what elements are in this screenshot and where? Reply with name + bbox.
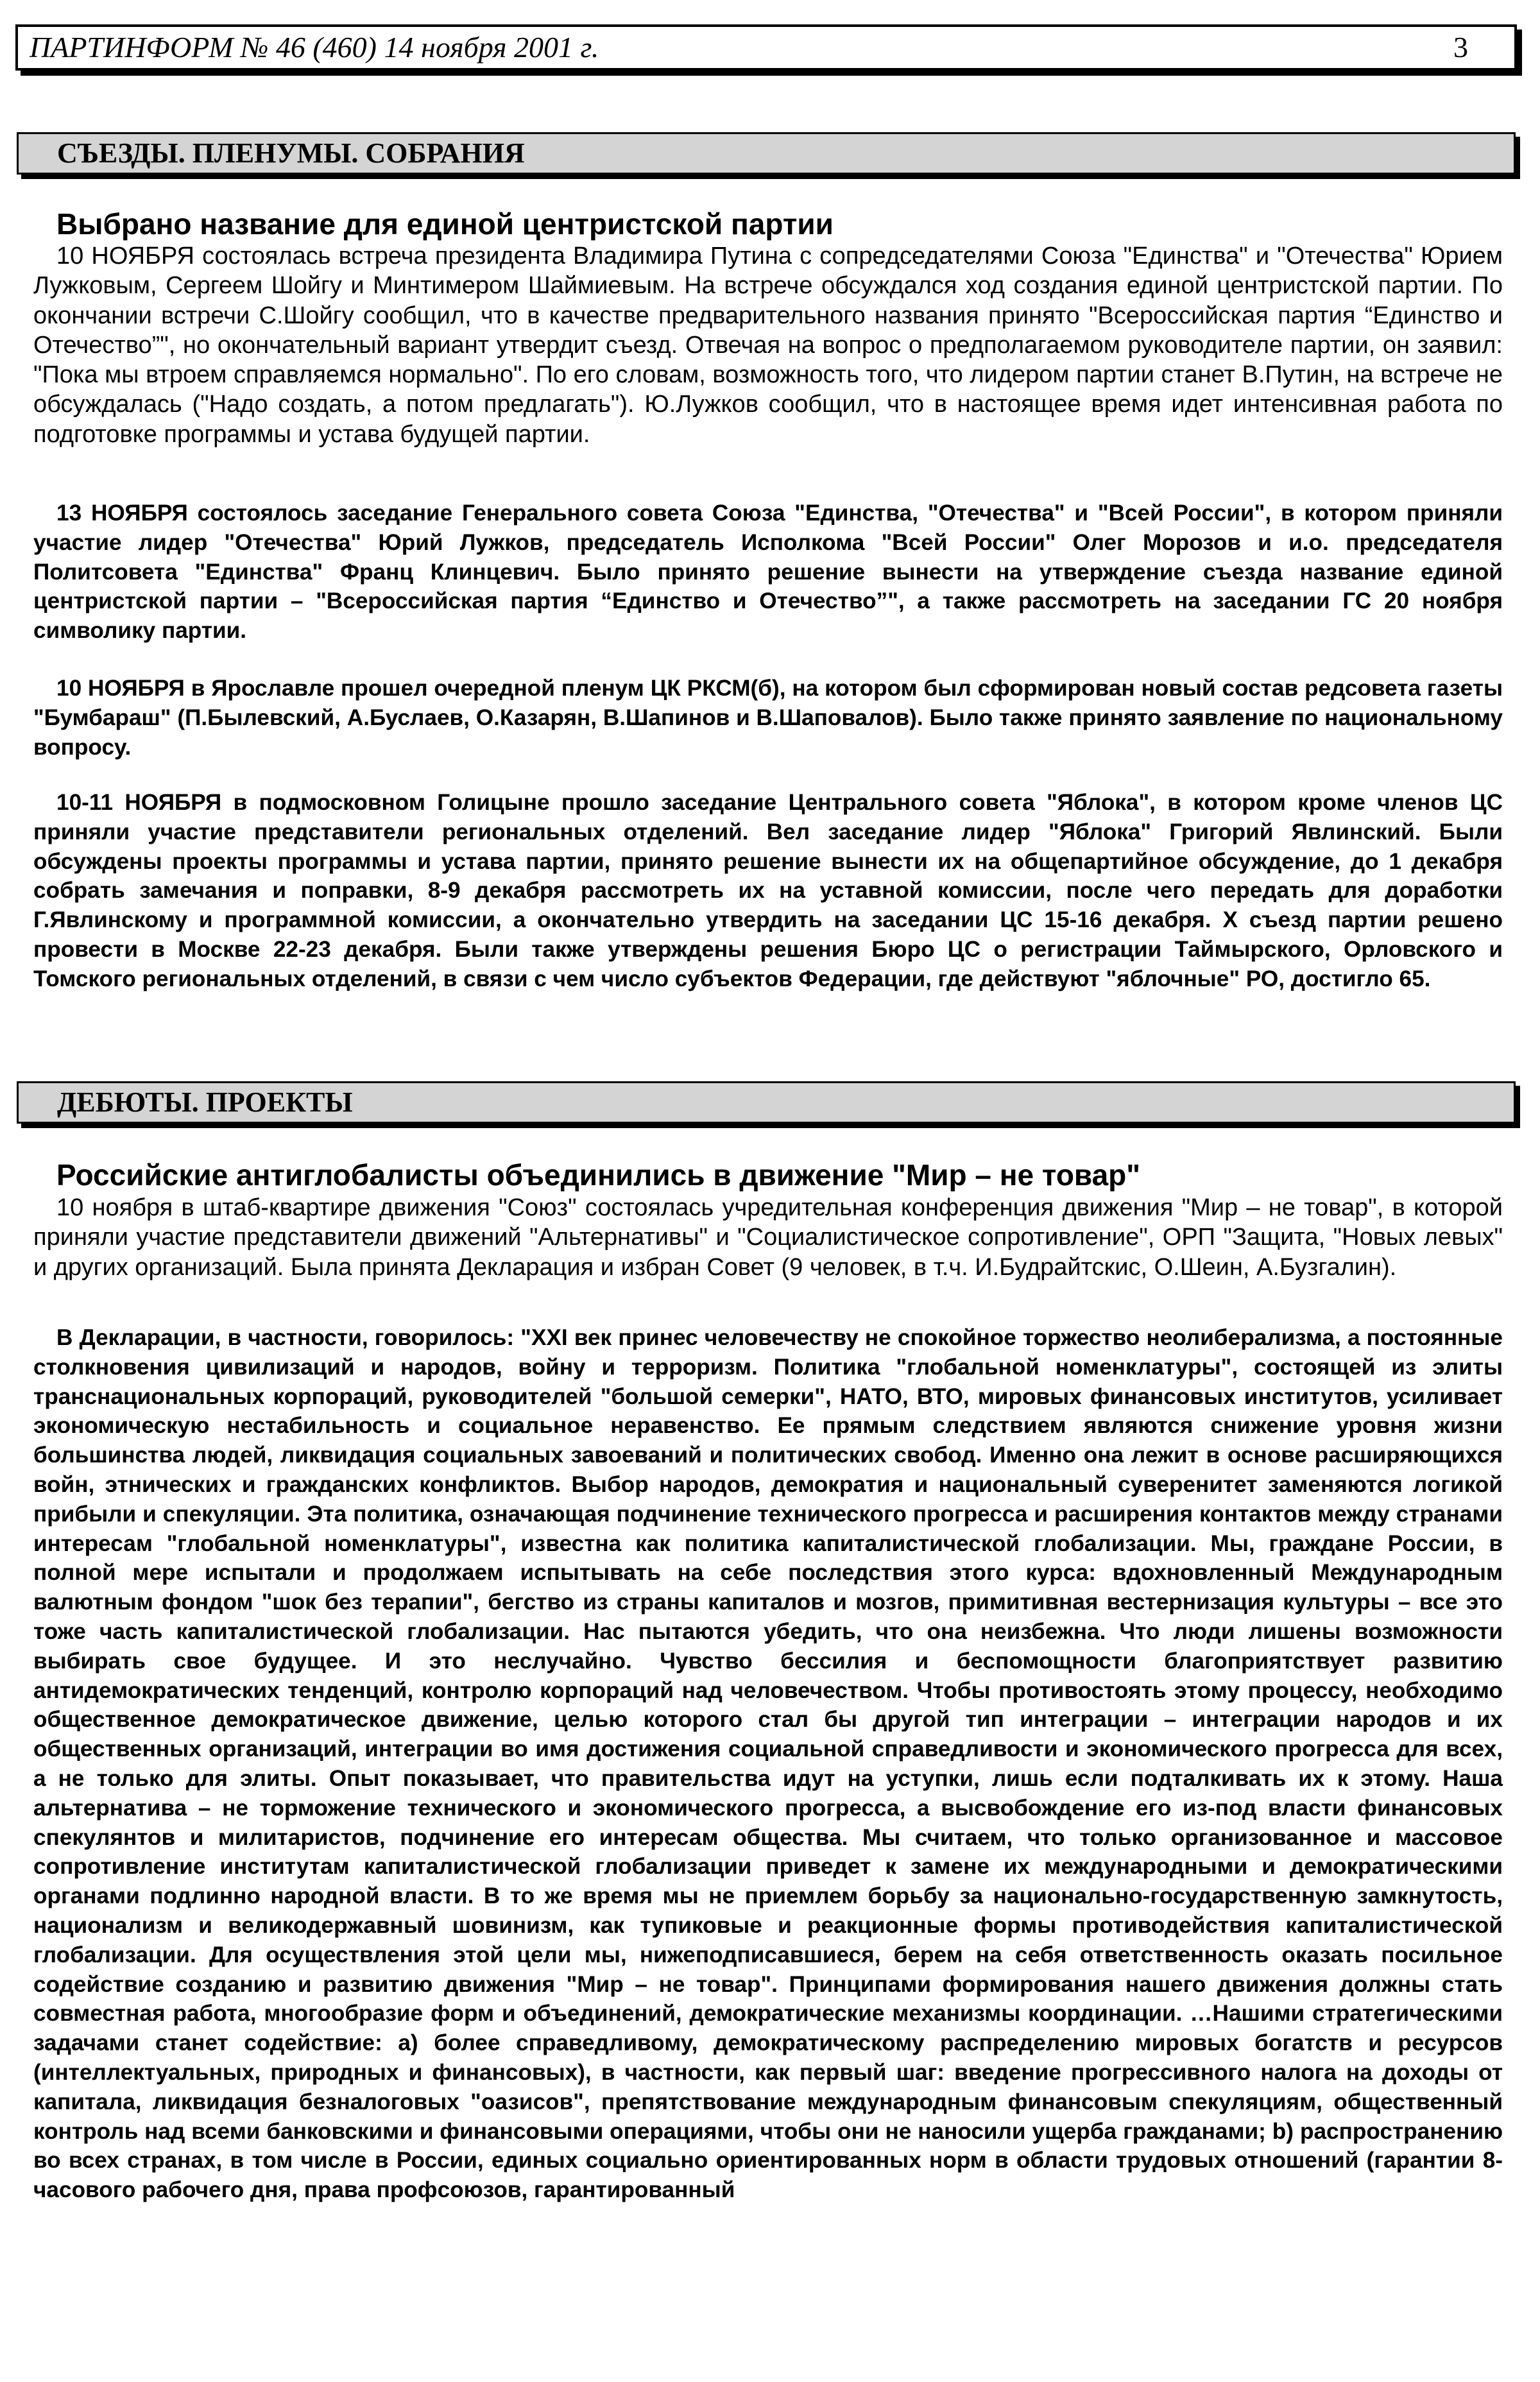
news-item: 10-11 НОЯБРЯ в подмосковном Голицыне прошло заседание Центрального совета "Яблока", в котором кроме членов ЦС приняли участие представители региональных отделений. Вел заседание лидер "Яблока" Григорий Явлинский. Были обсуждены проекты программы и устава партии, принято решение вынести их на общепартийное обсуждение, до 1 декабря собрать замечания и поправки, 8-9 декабря рассмотреть их на уставной комиссии, после чего передать для доработки Г.Явлинскому и программной комиссии, а окончательно утвердить на заседании ЦС 15-16 декабря. X съезд партии решено провести в Москве 22-23 декабря. Были также утверждены решения Бюро ЦС о регистрации Таймырского, Орловского и Томского региональных отделений, в связи с чем число субъектов Федерации, где действуют "яблочные" РО, достигло 65. xyxy=(33,790,1503,991)
declaration-quote: В Декларации, в частности, говорилось: "XXI век принес человечеству не спокойное торжество неолиберализма, а постоянные столкновения цивилизаций и народов, войну и терроризм. Политика "глобальной номенклатуры", состоящей из элиты транснациональных корпораций, руководителей "большой семерки", НАТО, ВТО, мировых финансовых институтов, усиливает экономическую нестабильность и социальное неравенство. Ее прямым следствием являются снижение уровня жизни большинства людей, ликвидация социальных завоеваний и политических свобод. Именно она лежит в основе расширяющихся войн, этнических и гражданских конфликтов. Выбор народов, демократия и национальный суверенитет заменяются логикой прибыли и спекуляции. Эта политика, означающая подчинение технического прогресса и расширения контактов между странами интересам "глобальной номенклатуры", известна как политика капиталистической глобализации. Мы, граждане России, в полной мере испытали и продолжаем испытывать на себе последствия этого курса: вдохновленный Международным валютным фондом "шок без терапии", бегство из страны капиталов и мозгов, примитивная вестернизация культуры – все это тоже часть капиталистической глобализации. Нас пытаются убедить, что она неизбежна. Что люди лишены возможности выбирать свое будущее. И это неслучайно. Чувство бессилия и беспомощности благоприятствует развитию антидемократических тенденций, контролю корпораций над человечеством. Чтобы противостоять этому процессу, необходимо общественное демократическое движение, целью которого стал бы другой тип интеграции – интеграции народов и их общественных организаций, интеграции во имя достижения социальной справедливости и экономического прогресса для всех, а не только для элиты. Опыт показывает, что правительства идут на уступки, лишь если подталкивать их к этому. Наша альтернатива – не торможение технического и экономического прогресса, а высвобождение его из-под власти финансовых спекулянтов и милитаристов, подчинение его интересам общества. Мы считаем, что только организованное и массовое сопротивление институтам капиталистической глобализации приведет к замене их международными и демократическими органами подлинно народной власти. В то же время мы не приемлем борьбу за национально-государственную замкнутость, национализм и великодержавный шовинизм, как тупиковые и реакционные формы противодействия капиталистической глобализации. Для осуществления этой цели мы, нижеподписавшиеся, берем на себя ответственность оказать посильное содействие созданию и развитию движения "Мир – не товар". Принципами формирования нашего движения должны стать совместная работа, многообразие форм и объединений, демократические механизмы координации. …Нашими стратегическими задачами станет содействие: а) более справедливому, демократическому распределению мировых богатств и ресурсов (интеллектуальных, природных и финансовых), в частности, как первый шаг: введение прогрессивного налога на доходы от капитала, ликвидация безналоговых "оазисов", препятствование международным финансовым спекуляциям, общественный контроль над всеми банковскими и финансовыми операциями, чтобы они не наносили ущерба гражданами; b) распространению во всех странах, в том числе в России, единых социально ориентированных норм в области трудовых отношений (гарантии 8-часового рабочего дня, права профсоюзов, гарантированный xyxy=(33,1325,1503,2203)
section-header-debuts xyxy=(17,1081,1516,1124)
news-item: 13 НОЯБРЯ состоялось заседание Генерального совета Союза "Единства, "Отечества" и "Всей России", в котором приняли участие лидер "Отечества" Юрий Лужков, председатель Исполкома "Всей России" Олег Морозов и и.о. председателя Политсовета "Единства" Франц Клинцевич. Было принято решение вынести на утверждение съезда название единой центристской партии – "Всероссийская партия “Единство и Отечество”", а также рассмотреть на заседании ГС 20 ноября символику партии. xyxy=(33,501,1503,644)
publication-title: ПАРТИНФОРМ № 46 (460) 14 ноября 2001 г. xyxy=(30,31,599,64)
article-headline: Российские антиглобалисты объединились в движение "Мир – не товар" xyxy=(56,1158,1141,1192)
section-title: ДЕБЮТЫ. ПРОЕКТЫ xyxy=(57,1086,353,1118)
article-paragraph: 10 НОЯБРЯ состоялась встреча президента Владимира Путина с сопредседателями Союза "Единства" и "Отечества" Юрием Лужковым, Сергеем Шойгу и Минтимером Шаймиевым. На встрече обсуждался ход создания единой центристской партии. По окончании встречи С.Шойгу сообщил, что в качестве предварительного названия принято "Всероссийская партия “Единство и Отечество”", но окончательный вариант утвердит съезд. Отвечая на вопрос о предполагаемом руководителе партии, он заявил: "Пока мы втроем справляемся нормально". По его словам, возможность того, что лидером партии станет В.Путин, на встрече не обсуждалась ("Надо создать, а потом предлагать"). Ю.Лужков сообщил, что в настоящее время идет интенсивная работа по подготовке программы и устава будущей партии. xyxy=(33,243,1503,448)
page-number: 3 xyxy=(1453,31,1468,64)
page-header xyxy=(15,24,1517,71)
section-title: СЪЕЗДЫ. ПЛЕНУМЫ. СОБРАНИЯ xyxy=(57,137,525,169)
article-paragraph: 10 ноября в штаб-квартире движения "Союз" состоялась учредительная конференция движения "Мир – не товар", в которой приняли участие представители движений "Альтернативы" и "Социалистическое сопротивление", ОРП "Защита, "Новых левых" и других организаций. Была принята Декларация и избран Совет (9 человек, в т.ч. И.Будрайтскис, О.Шеин, А.Бузгалин). xyxy=(33,1194,1503,1281)
article-headline: Выбрано название для единой центристской партии xyxy=(56,207,834,241)
section-header-congresses xyxy=(17,132,1516,175)
news-item: 10 НОЯБРЯ в Ярославле прошел очередной пленум ЦК РКСМ(б), на котором был сформирован новый состав редсовета газеты "Бумбараш" (П.Былевский, А.Буслаев, О.Казарян, В.Шапинов и В.Шаповалов). Было также принято заявление по национальному вопросу. xyxy=(33,676,1503,760)
